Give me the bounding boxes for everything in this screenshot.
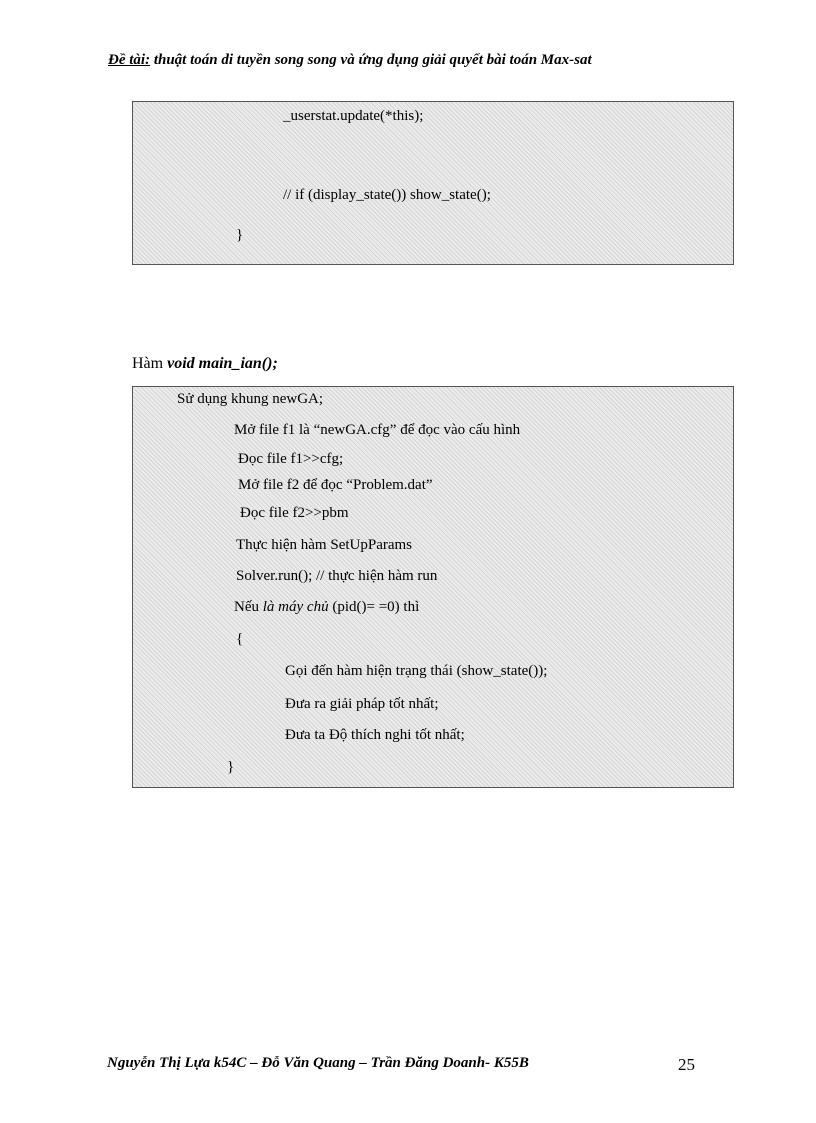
code-line: Đưa ta Độ thích nghi tốt nhất; — [285, 727, 465, 743]
code-line: Mở file f1 là “newGA.cfg” để đọc vào cấu hình — [234, 422, 521, 438]
document-header — [108, 52, 592, 69]
code-line: Thực hiện hàm SetUpParams — [236, 537, 413, 553]
code-line: } — [227, 759, 235, 775]
code-line: Sử dụng khung newGA; — [177, 391, 324, 407]
header-label: Đề tài: — [108, 52, 151, 68]
code-line: Mở file f2 để đọc “Problem.dat” — [238, 477, 433, 493]
code-line: Đọc file f2>>pbm — [240, 505, 349, 521]
code-line — [234, 598, 419, 616]
intro-prefix: Hàm — [132, 355, 168, 372]
function-intro — [132, 355, 278, 373]
code-text: Nếu — [234, 599, 263, 615]
code-line: Solver.run(); // thực hiện hàm run — [236, 568, 438, 584]
code-italic-text: là máy chủ — [262, 599, 329, 615]
code-line: Đưa ra giải pháp tốt nhất; — [285, 696, 439, 712]
code-line: Gọi đến hàm hiện trạng thái (show_state()); — [285, 663, 548, 679]
code-line: Đọc file f1>>cfg; — [238, 451, 344, 467]
code-box-2 — [132, 386, 734, 788]
function-name: void main_ian(); — [167, 355, 278, 372]
code-box-1 — [132, 101, 734, 265]
code-line: } — [236, 227, 244, 243]
code-line: // if (display_state()) show_state(); — [283, 187, 491, 203]
code-line: _userstat.update(*this); — [283, 108, 424, 124]
code-line: { — [236, 631, 244, 647]
page-number: 25 — [678, 1055, 695, 1074]
header-title: thuật toán di tuyền song song và ứng dụng giải quyết bài toán Max-sat — [150, 52, 592, 68]
footer-authors: Nguyễn Thị Lựa k54C – Đỗ Văn Quang – Trần Đăng Doanh- K55B — [107, 1055, 529, 1071]
code-text: (pid()= =0) thì — [328, 599, 420, 615]
